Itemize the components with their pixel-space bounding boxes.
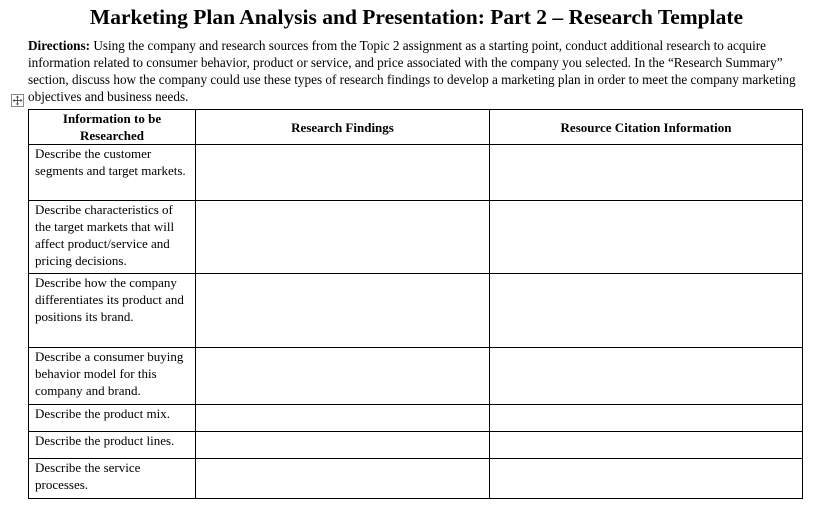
info-cell: Describe the product mix. xyxy=(29,405,196,432)
findings-cell[interactable] xyxy=(196,145,490,201)
header-research-findings: Research Findings xyxy=(196,110,490,145)
findings-cell[interactable] xyxy=(196,201,490,274)
citation-cell[interactable] xyxy=(490,348,803,405)
info-cell: Describe how the company differentiates its product and positions its brand. xyxy=(29,274,196,348)
info-cell: Describe characteristics of the target markets that will affect product/service and pricing decisions. xyxy=(29,201,196,274)
findings-cell[interactable] xyxy=(196,405,490,432)
info-cell: Describe the customer segments and target markets. xyxy=(29,145,196,201)
table-row xyxy=(29,405,803,432)
table-header-row xyxy=(29,110,803,145)
citation-cell[interactable] xyxy=(490,274,803,348)
info-cell: Describe the product lines. xyxy=(29,432,196,459)
header-resource-citation: Resource Citation Information xyxy=(490,110,803,145)
findings-cell[interactable] xyxy=(196,348,490,405)
research-table xyxy=(28,109,803,499)
table-move-handle[interactable] xyxy=(11,94,24,107)
directions-paragraph xyxy=(28,37,803,105)
findings-cell[interactable] xyxy=(196,274,490,348)
directions-text: Using the company and research sources from the Topic 2 assignment as a starting point, conduct additional research to acquire information related to consumer behavior, product or service, and price associated with the company you selected. In the “Research Summary” section, discuss how the company could use these types of research findings to develop a marketing plan in order to meet the company marketing objectives and business needs. xyxy=(28,38,796,104)
info-cell: Describe a consumer buying behavior model for this company and brand. xyxy=(29,348,196,405)
citation-cell[interactable] xyxy=(490,201,803,274)
table-row xyxy=(29,459,803,499)
directions-label: Directions: xyxy=(28,38,91,53)
table-row xyxy=(29,145,803,201)
findings-cell[interactable] xyxy=(196,459,490,499)
info-cell: Describe the service processes. xyxy=(29,459,196,499)
citation-cell[interactable] xyxy=(490,145,803,201)
citation-cell[interactable] xyxy=(490,432,803,459)
move-arrows-icon xyxy=(12,95,23,106)
table-row xyxy=(29,201,803,274)
header-information: Information to be Researched xyxy=(29,110,196,145)
table-row xyxy=(29,274,803,348)
table-row xyxy=(29,432,803,459)
findings-cell[interactable] xyxy=(196,432,490,459)
document-title: Marketing Plan Analysis and Presentation: Part 2 – Research Template xyxy=(89,5,744,29)
citation-cell[interactable] xyxy=(490,405,803,432)
table-row xyxy=(29,348,803,405)
citation-cell[interactable] xyxy=(490,459,803,499)
